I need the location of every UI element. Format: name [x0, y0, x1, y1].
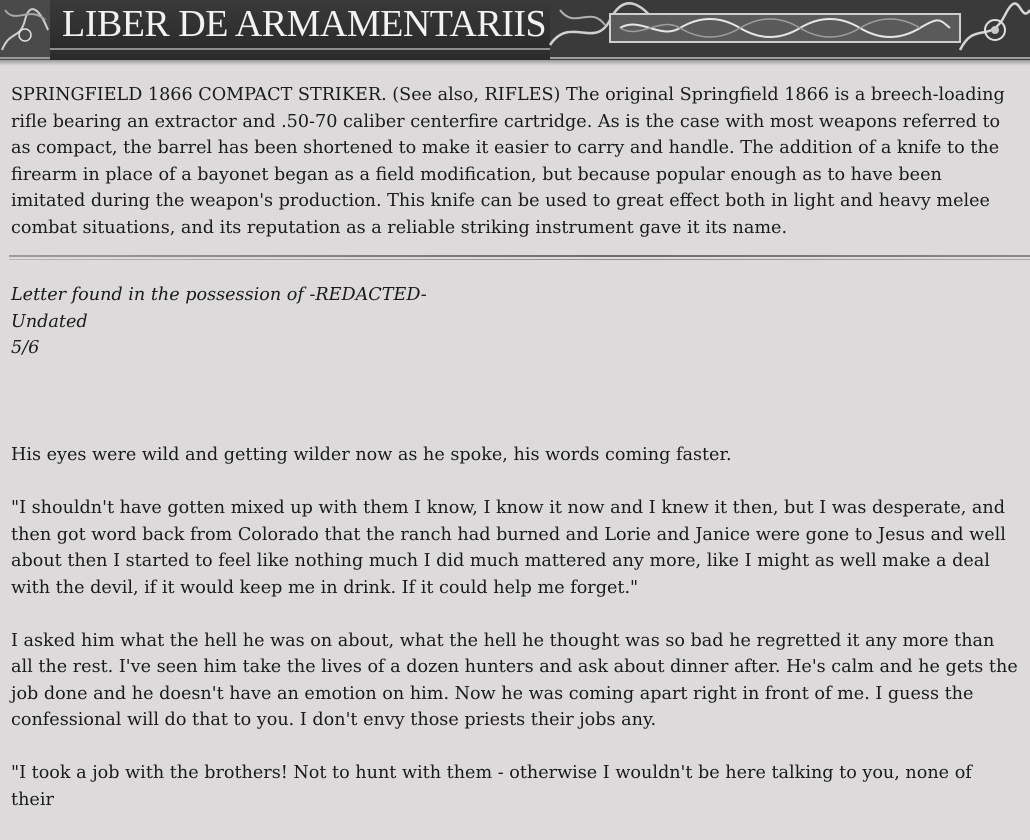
page-title: LIBER DE ARMAMENTARIIS: [62, 3, 547, 45]
letter-paragraph: His eyes were wild and getting wilder now as he spoke, his words coming faster.: [11, 445, 732, 465]
letter-paragraph: "I shouldn't have gotten mixed up with them I know, I know it now and I knew it then, but I was desperate, and then got word back from Colorado that the ranch had burned and Lorie and Janice were gone to Jesus and well about then I started to feel like nothing much I did much mattered any more, like I might as well make a deal with the devil, if it would keep me in drink. If it could help me forget.": [11, 498, 1006, 598]
weapon-description: SPRINGFIELD 1866 COMPACT STRIKER. (See also, RIFLES) The original Springfield 1866 is a breech-loading rifle bearing an extractor and .50-70 caliber centerfire cartridge. As is the case with most weapons referred to as compact, the barrel has been shortened to make it easier to carry and handle. The addition of a knife to the firearm in place of a bayonet began as a field modification, but because popular enough as to have been imitated during the weapon's production. This knife can be used to great effect both in light and heavy melee combat situations, and its reputation as a reliable striking instrument gave it its name.: [11, 85, 1005, 238]
letter-body: [11, 442, 1019, 840]
letter-source: Letter found in the possession of -REDACTED-: [11, 285, 427, 305]
filigree-ornament-icon: [0, 0, 50, 60]
header-shadow: [0, 60, 1030, 66]
letter-paragraph: "I took a job with the brothers! Not to hunt with them - otherwise I wouldn't be here talking to you, none of their: [11, 763, 972, 810]
letter-paragraph: I asked him what the hell he was on about, what the hell he thought was so bad he regretted it any more than all the rest. I've seen him take the lives of a dozen hunters and ask about dinner after. He's calm and he gets the job done and he doesn't have an emotion on him. Now he was coming apart right in front of me. I guess the confessional will do that to you. I don't envy those priests their jobs any.: [11, 630, 1018, 730]
letter-part: 5/6: [11, 338, 40, 358]
letter-meta: [11, 282, 1019, 362]
letter-date: Undated: [11, 311, 88, 332]
divider-line: [9, 259, 1030, 260]
title-plate: [50, 0, 550, 50]
weapon-entry: [11, 82, 1019, 241]
section-divider: [9, 254, 1030, 262]
divider-line: [9, 255, 1030, 257]
filigree-ornament-icon: [550, 0, 1030, 60]
header-bar: [0, 0, 1030, 60]
letter-header: [11, 282, 1019, 362]
